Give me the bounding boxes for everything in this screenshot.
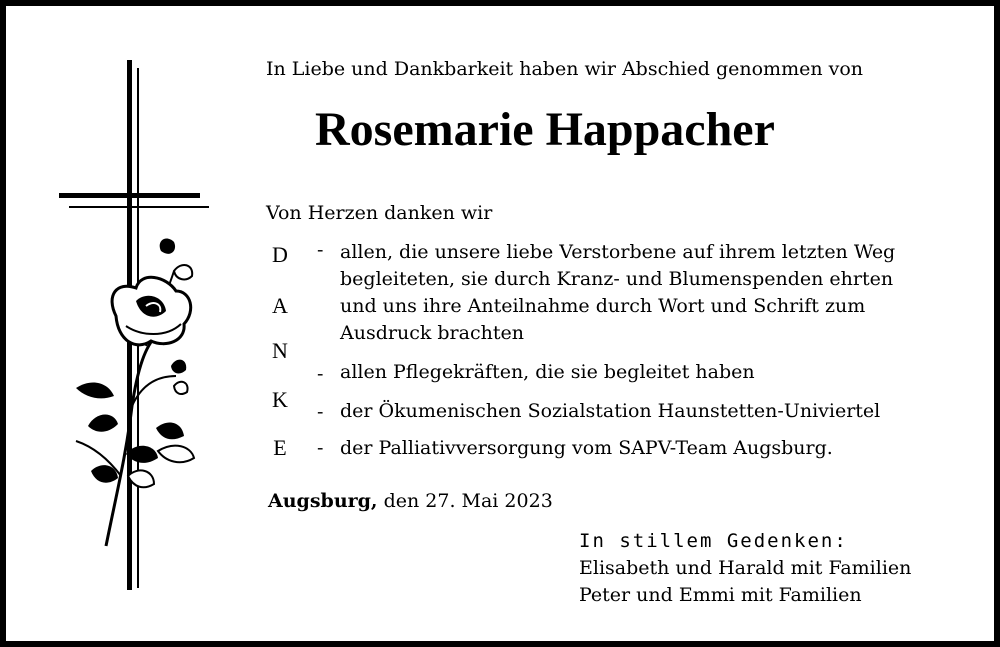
- thanks-line: Ausdruck brachten: [340, 322, 524, 344]
- danke-letter-n: N: [272, 338, 288, 363]
- intro-text: In Liebe und Dankbarkeit haben wir Abschied genommen von: [266, 58, 864, 80]
- thanks-line: der Palliativversorgung vom SAPV-Team Augsburg.: [340, 437, 833, 459]
- thanks-intro: Von Herzen danken wir: [266, 202, 493, 224]
- deceased-name: Rosemarie Happacher: [315, 103, 775, 156]
- danke-letter-d: D: [272, 242, 288, 267]
- bullet-dash: -: [317, 437, 324, 459]
- signer-line: Peter und Emmi mit Familien: [579, 584, 862, 606]
- bullet-dash: -: [317, 239, 324, 261]
- danke-letter-e: E: [273, 435, 287, 460]
- cross-with-rose-icon: [46, 56, 226, 596]
- bullet-dash: -: [317, 401, 324, 423]
- danke-letter-a: A: [272, 293, 288, 318]
- thanks-line: allen Pflegekräften, die sie begleitet haben: [340, 361, 755, 383]
- thanks-line: und uns ihre Anteilnahme durch Wort und Schrift zum: [340, 295, 866, 317]
- bullet-dash: -: [317, 363, 324, 385]
- thanks-line: allen, die unsere liebe Verstorbene auf ihrem letzten Weg: [340, 241, 896, 263]
- closing-text: In stillem Gedenken:: [579, 530, 848, 552]
- place-name: Augsburg,: [268, 490, 378, 512]
- date-text: den 27. Mai 2023: [377, 490, 553, 512]
- thanks-line: begleiteten, sie durch Kranz- und Blumenspenden ehrten: [340, 268, 894, 290]
- signer-line: Elisabeth und Harald mit Familien: [579, 557, 912, 579]
- place-date: [268, 490, 553, 512]
- danke-letter-k: K: [272, 387, 288, 412]
- thanks-line: der Ökumenischen Sozialstation Haunstetten-Univiertel: [340, 400, 881, 422]
